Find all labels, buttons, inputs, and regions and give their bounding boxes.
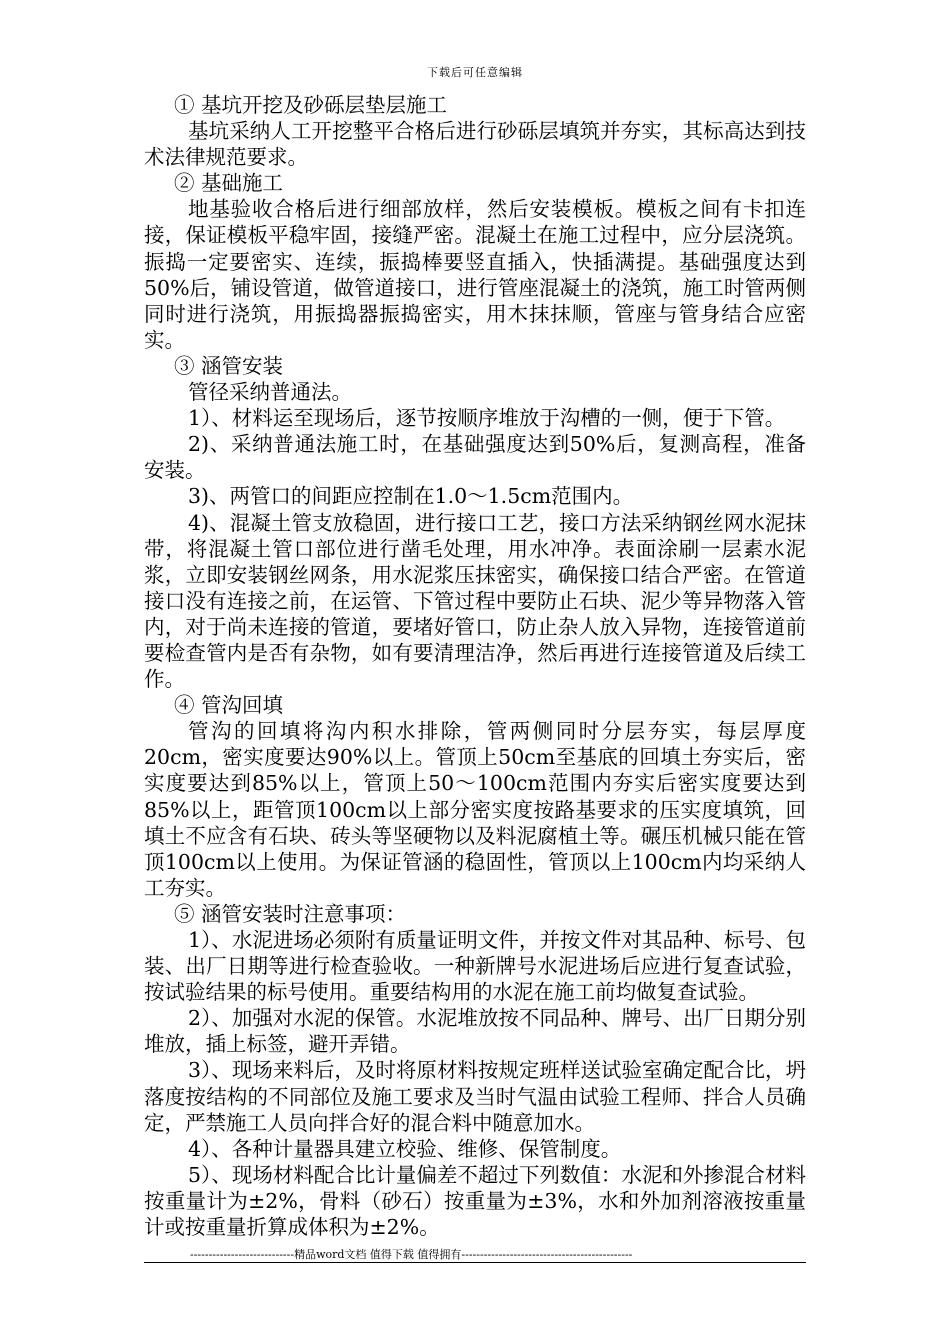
page-header: 下载后可任意编辑 bbox=[427, 66, 523, 79]
paragraph: 1）、材料运至现场后，逐节按顺序堆放于沟槽的一侧，便于下管。 bbox=[188, 406, 786, 431]
paragraph: 3）、现场来料后，及时将原材料按规定班样送试验室确定配合比，坍落度按结构的不同部位及施工要求及当时气温由试验工程师、拌合人员确定，严禁施工人员向拌合好的混合料中随意加水。 bbox=[144, 1058, 806, 1135]
paragraph: 4)、混凝土管支放稳固，进行接口工艺，接口方法采纳钢丝网水泥抹带，将混凝土管口部位进行凿毛处理，用水冲净。表面涂刷一层素水泥浆，立即安装钢丝网条，用水泥浆压抹密实，确保接口结合严密。在管道接口没有连接之前，在运管、下管过程中要防止石块、泥少等异物落入管内，对于尚未连接的管道，要堵好管口，防止杂人放入异物，连接管道前要检查管内是否有杂物，如有要清理洁净，然后再进行连接管道及后续工作。 bbox=[144, 510, 806, 692]
section-heading-2: ② 基础施工 bbox=[174, 171, 284, 196]
section-heading-1: ① 基坑开挖及砂砾层垫层施工 bbox=[174, 93, 448, 117]
paragraph: 4）、各种计量器具建立校验、维修、保管制度。 bbox=[188, 1136, 622, 1161]
document-body bbox=[144, 92, 806, 1240]
paragraph: 3)、两管口的间距应控制在1.0～1.5cm范围内。 bbox=[188, 484, 634, 509]
paragraph: 管沟的回填将沟内积水排除，管两侧同时分层夯实，每层厚度20cm，密实度要达90%以上。管顶上50cm至基底的回填土夯实后，密实度要达到85%以上，管顶上50～100cm范围内夯实后密实度要达到85%以上，距管顶100cm以上部分密实度按路基要求的压实度填筑，回填土不应含有石块、砖头等坚硬物以及料泥腐植土等。碾压机械只能在管顶100cm以上使用。为保证管涵的稳固性，管顶以上100cm内均采纳人工夯实。 bbox=[144, 719, 806, 900]
section-heading-5: ⑤ 涵管安装时注意事项： bbox=[174, 901, 407, 926]
paragraph: 基坑采纳人工开挖整平合格后进行砂砾层填筑并夯实，其标高达到技术法律规范要求。 bbox=[144, 119, 806, 170]
paragraph: 5）、现场材料配合比计量偏差不超过下列数值：水泥和外掺混合材料按重量计为±2%，骨料（砂石）按重量为±3%，水和外加剂溶液按重量计或按重量折算成体积为±2%。 bbox=[144, 1162, 806, 1240]
paragraph: 2)、采纳普通法施工时，在基础强度达到50%后，复测高程，准备安装。 bbox=[144, 432, 806, 483]
page-footer: ----------------------------精品word文档 值得下载 值得拥有---------------------------------------------- bbox=[190, 1248, 633, 1261]
paragraph: 2）、加强对水泥的保管。水泥堆放按不同品种、牌号、出厂日期分别堆放，插上标签，避开弄错。 bbox=[144, 1006, 806, 1057]
footer-divider bbox=[144, 1262, 806, 1263]
paragraph: 管径采纳普通法。 bbox=[188, 380, 352, 405]
paragraph: 地基验收合格后进行细部放样，然后安装模板。模板之间有卡扣连接，保证模板平稳牢固，接缝严密。混凝土在施工过程中，应分层浇筑。振捣一定要密实、连续，振捣棒要竖直插入，快插满提。基础强度达到50%后，铺设管道，做管道接口，进行管座混凝土的浇筑，施工时管两侧同时进行浇筑，用振捣器振捣密实，用木抹抹顺，管座与管身结合应密实。 bbox=[144, 197, 806, 352]
section-heading-3: ③ 涵管安装 bbox=[174, 353, 284, 378]
section-heading-4: ④ 管沟回填 bbox=[174, 693, 284, 718]
paragraph: 1）、水泥进场必须附有质量证明文件，并按文件对其品种、标号、包装、出厂日期等进行检查验收。一种新牌号水泥进场后应进行复查试验，按试验结果的标号使用。重要结构用的水泥在施工前均做复查试验。 bbox=[144, 928, 806, 1005]
